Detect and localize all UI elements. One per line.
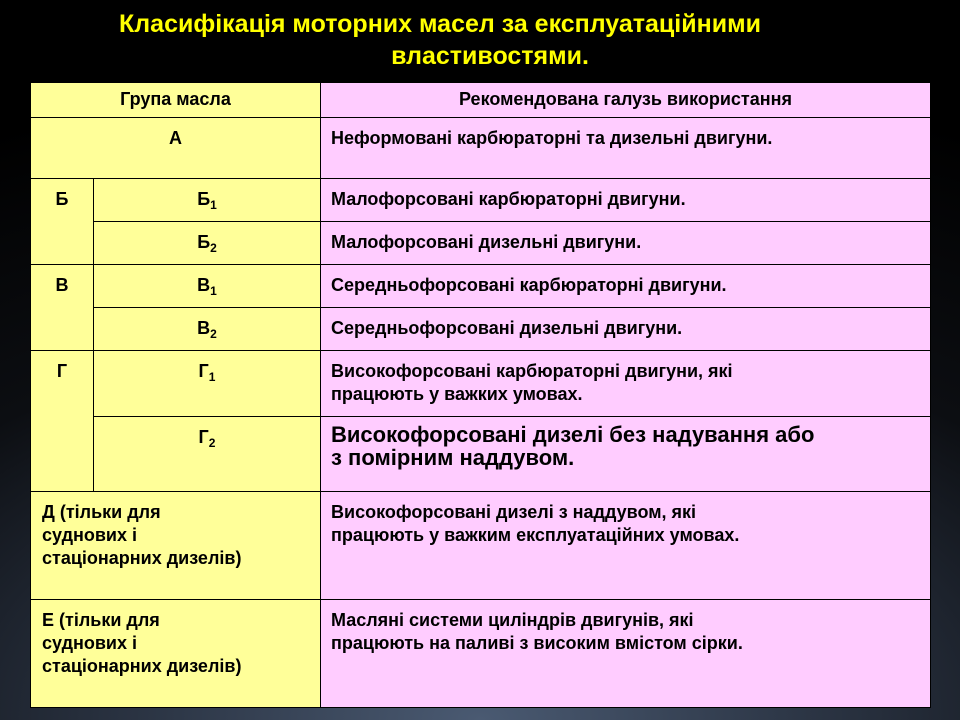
sub-g1-index: 1 <box>208 370 216 384</box>
group-d-line-2: суднових і <box>42 525 138 545</box>
table-row-d <box>31 492 931 600</box>
title-line-2: властивостями. <box>391 42 589 70</box>
table-header-row <box>31 83 931 118</box>
sub-b1-letter: Б <box>197 189 211 209</box>
sub-b2-index: 2 <box>210 241 217 255</box>
header-group: Група масла <box>31 83 321 118</box>
oil-classification-table <box>30 82 931 708</box>
cell-area-e <box>321 600 931 708</box>
area-e-line-1: Масляні системи циліндрів двигунів, які <box>331 610 694 630</box>
group-e-line-3: стаціонарних дизелів) <box>42 656 242 676</box>
cell-sub-b2 <box>94 222 321 265</box>
cell-area-a: Неформовані карбюраторні та дизельні двигуни. <box>321 118 931 179</box>
table-row-b2 <box>31 222 931 265</box>
sub-v1-letter: В <box>197 275 211 295</box>
table-row-g2 <box>31 417 931 492</box>
cell-group-e <box>31 600 321 708</box>
group-d-line-3: стаціонарних дизелів) <box>42 548 242 568</box>
table-row-b1 <box>31 179 931 222</box>
area-d-line-2: працюють у важким експлуатаційних умовах. <box>331 525 740 545</box>
group-e-line-1: Е (тільки для <box>42 610 160 630</box>
sub-g1-letter: Г <box>198 361 209 381</box>
header-area: Рекомендована галузь використання <box>321 83 931 118</box>
group-e-line-2: суднових і <box>42 633 138 653</box>
sub-b2-letter: Б <box>197 232 211 252</box>
cell-sub-v2 <box>94 308 321 351</box>
sub-g2-letter: Г <box>198 427 209 447</box>
cell-sub-g1 <box>94 351 321 417</box>
cell-sub-b1 <box>94 179 321 222</box>
cell-group-a: А <box>31 118 321 179</box>
cell-sub-v1 <box>94 265 321 308</box>
cell-area-b1: Малофорсовані карбюраторні двигуни. <box>321 179 931 222</box>
area-g1-line-1: Високофорсовані карбюраторні двигуни, які <box>331 361 733 381</box>
area-e-line-2: працюють на паливі з високим вмістом сірки. <box>331 633 743 653</box>
cell-area-d <box>321 492 931 600</box>
area-g2-line-1: Високофорсовані дизелі без надування або <box>331 422 815 447</box>
cell-group-g: Г <box>31 351 94 492</box>
cell-group-d <box>31 492 321 600</box>
sub-g2-index: 2 <box>208 436 216 450</box>
cell-group-b: Б <box>31 179 94 265</box>
cell-sub-g2 <box>94 417 321 492</box>
table-row-v1 <box>31 265 931 308</box>
cell-group-v: В <box>31 265 94 351</box>
area-g1-line-2: працюють у важких умовах. <box>331 384 583 404</box>
cell-area-g2 <box>321 417 931 492</box>
slide-title <box>0 8 960 72</box>
cell-area-g1 <box>321 351 931 417</box>
sub-v2-letter: В <box>197 318 211 338</box>
area-g2-line-2: з помірним наддувом. <box>331 445 575 470</box>
area-d-line-1: Високофорсовані дизелі з наддувом, які <box>331 502 697 522</box>
sub-b1-index: 1 <box>210 198 217 212</box>
sub-v1-index: 1 <box>210 284 217 298</box>
table-row-e <box>31 600 931 708</box>
group-d-line-1: Д (тільки для <box>42 502 161 522</box>
table-row-a <box>31 118 931 179</box>
title-line-1: Класифікація моторних масел за експлуатаційними <box>119 10 761 38</box>
cell-area-v2: Середньофорсовані дизельні двигуни. <box>321 308 931 351</box>
sub-v2-index: 2 <box>210 327 217 341</box>
table-row-v2 <box>31 308 931 351</box>
cell-area-v1: Середньофорсовані карбюраторні двигуни. <box>321 265 931 308</box>
table-row-g1 <box>31 351 931 417</box>
cell-area-b2: Малофорсовані дизельні двигуни. <box>321 222 931 265</box>
